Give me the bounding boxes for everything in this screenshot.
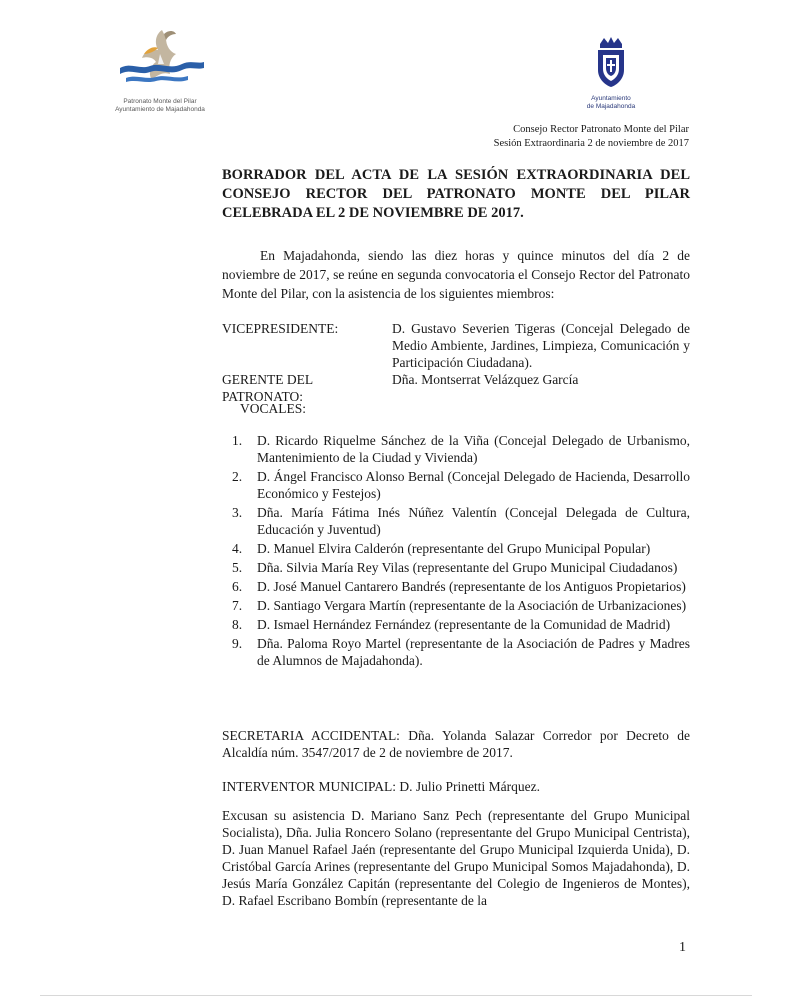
header-reference-line2: Sesión Extraordinaria 2 de noviembre de 2017 bbox=[493, 138, 689, 149]
page-number: 1 bbox=[679, 940, 686, 955]
roles-section bbox=[222, 320, 690, 405]
list-item-text: D. Ismael Hernández Fernández (representante de la Comunidad de Madrid) bbox=[257, 617, 671, 632]
list-item-text: D. José Manuel Cantarero Bandrés (representante de los Antiguos Propietarios) bbox=[257, 579, 686, 594]
list-item-text: D. Ricardo Riquelme Sánchez de la Viña (Concejal Delegado de Urbanismo, Mantenimiento de la Ciudad y Vivienda) bbox=[257, 433, 690, 465]
intro-paragraph: En Majadahonda, siendo las diez horas y quince minutos del día 2 de noviembre de 2017, se reúne en segunda convocatoria el Consejo Rector del Patronato Monte del Pilar, con la asistencia de los siguientes miembros: bbox=[222, 248, 690, 301]
list-item-number: 2. bbox=[232, 469, 243, 484]
list-item-number: 7. bbox=[232, 598, 243, 613]
list-item bbox=[232, 559, 690, 576]
role-value: Dña. Montserrat Velázquez García bbox=[392, 372, 579, 387]
ayuntamiento-caption bbox=[578, 95, 644, 110]
list-item-number: 5. bbox=[232, 560, 243, 575]
list-item-text: D. Manuel Elvira Calderón (representante del Grupo Municipal Popular) bbox=[257, 541, 651, 556]
role-label: GERENTE DEL PATRONATO: bbox=[222, 372, 313, 404]
list-item-text: D. Santiago Vergara Martín (representante de la Asociación de Urbanizaciones) bbox=[257, 598, 687, 613]
vocales-list bbox=[232, 432, 690, 671]
list-item-number: 6. bbox=[232, 579, 243, 594]
page-bottom-divider bbox=[40, 995, 752, 996]
list-item bbox=[232, 616, 690, 633]
excusan-paragraph: Excusan su asistencia D. Mariano Sanz Pech (representante del Grupo Municipal Socialista), Dña. Julia Roncero Solano (representante del Grupo Municipal Centrista), D. Juan Manuel Rafael Jaén (representante del Grupo Municipal Izquierda Unida), D. Cristóbal García Arines (representante del Grupo Municipal Somos Majadahonda), D. Jesús María González Capitán (representante del Colegio de Ingenieros de Montes), D. Rafael Escribano Bombín (representante de la bbox=[222, 808, 690, 908]
list-item-text: Dña. María Fátima Inés Núñez Valentín (Concejal Delegada de Cultura, Educación y Juventud) bbox=[257, 505, 690, 537]
list-item-number: 3. bbox=[232, 505, 243, 520]
document-title: BORRADOR DEL ACTA DE LA SESIÓN EXTRAORDINARIA DEL CONSEJO RECTOR DEL PATRONATO MONTE DEL PILAR CELEBRADA EL 2 DE NOVIEMBRE DE 2017. bbox=[222, 167, 690, 221]
interventor-paragraph: INTERVENTOR MUNICIPAL: D. Julio Prinetti Márquez. bbox=[222, 779, 541, 794]
secretaria-paragraph: SECRETARIA ACCIDENTAL: Dña. Yolanda Salazar Corredor por Decreto de Alcaldía núm. 3547/2017 de 2 de noviembre de 2017. bbox=[222, 728, 690, 760]
list-item-text: Dña. Paloma Royo Martel (representante de la Asociación de Padres y Madres de Alumnos de Majadahonda). bbox=[257, 636, 690, 668]
patronato-caption-line2: Ayuntamiento de Majadahonda bbox=[115, 106, 205, 113]
patronato-emblem-icon bbox=[104, 24, 216, 98]
list-item bbox=[232, 540, 690, 557]
list-item bbox=[232, 432, 690, 466]
list-item-text: Dña. Silvia María Rey Vilas (representante del Grupo Municipal Ciudadanos) bbox=[257, 560, 678, 575]
list-item bbox=[232, 635, 690, 669]
list-item bbox=[232, 504, 690, 538]
list-item bbox=[232, 468, 690, 502]
header-reference bbox=[494, 123, 689, 151]
ayuntamiento-caption-line2: de Majadahonda bbox=[586, 102, 636, 110]
role-label: VICEPRESIDENTE: bbox=[222, 321, 339, 336]
list-item-number: 1. bbox=[232, 433, 243, 448]
list-item-text: D. Ángel Francisco Alonso Bernal (Concejal Delegado de Hacienda, Desarrollo Económico y Festejos) bbox=[257, 469, 690, 501]
vocales-heading: VOCALES: bbox=[240, 401, 307, 416]
list-item bbox=[232, 578, 690, 595]
ayuntamiento-caption-line1: Ayuntamiento bbox=[591, 95, 631, 102]
patronato-caption bbox=[104, 98, 216, 114]
list-item bbox=[232, 597, 690, 614]
ayuntamiento-logo bbox=[578, 36, 644, 116]
header-reference-line1: Consejo Rector Patronato Monte del Pilar bbox=[513, 124, 689, 135]
patronato-logo bbox=[104, 24, 216, 116]
list-item-number: 8. bbox=[232, 617, 243, 632]
role-value: D. Gustavo Severien Tigeras (Concejal Delegado de Medio Ambiente, Jardines, Limpieza, Comunicación y Participación Ciudadana). bbox=[392, 321, 690, 370]
list-item-number: 9. bbox=[232, 636, 243, 651]
role-row-gerente bbox=[222, 371, 690, 405]
role-row-vicepresidente bbox=[222, 320, 690, 371]
list-item-number: 4. bbox=[232, 541, 243, 556]
patronato-caption-line1: Patronato Monte del Pilar bbox=[123, 98, 197, 105]
majadahonda-shield-icon bbox=[594, 36, 628, 88]
